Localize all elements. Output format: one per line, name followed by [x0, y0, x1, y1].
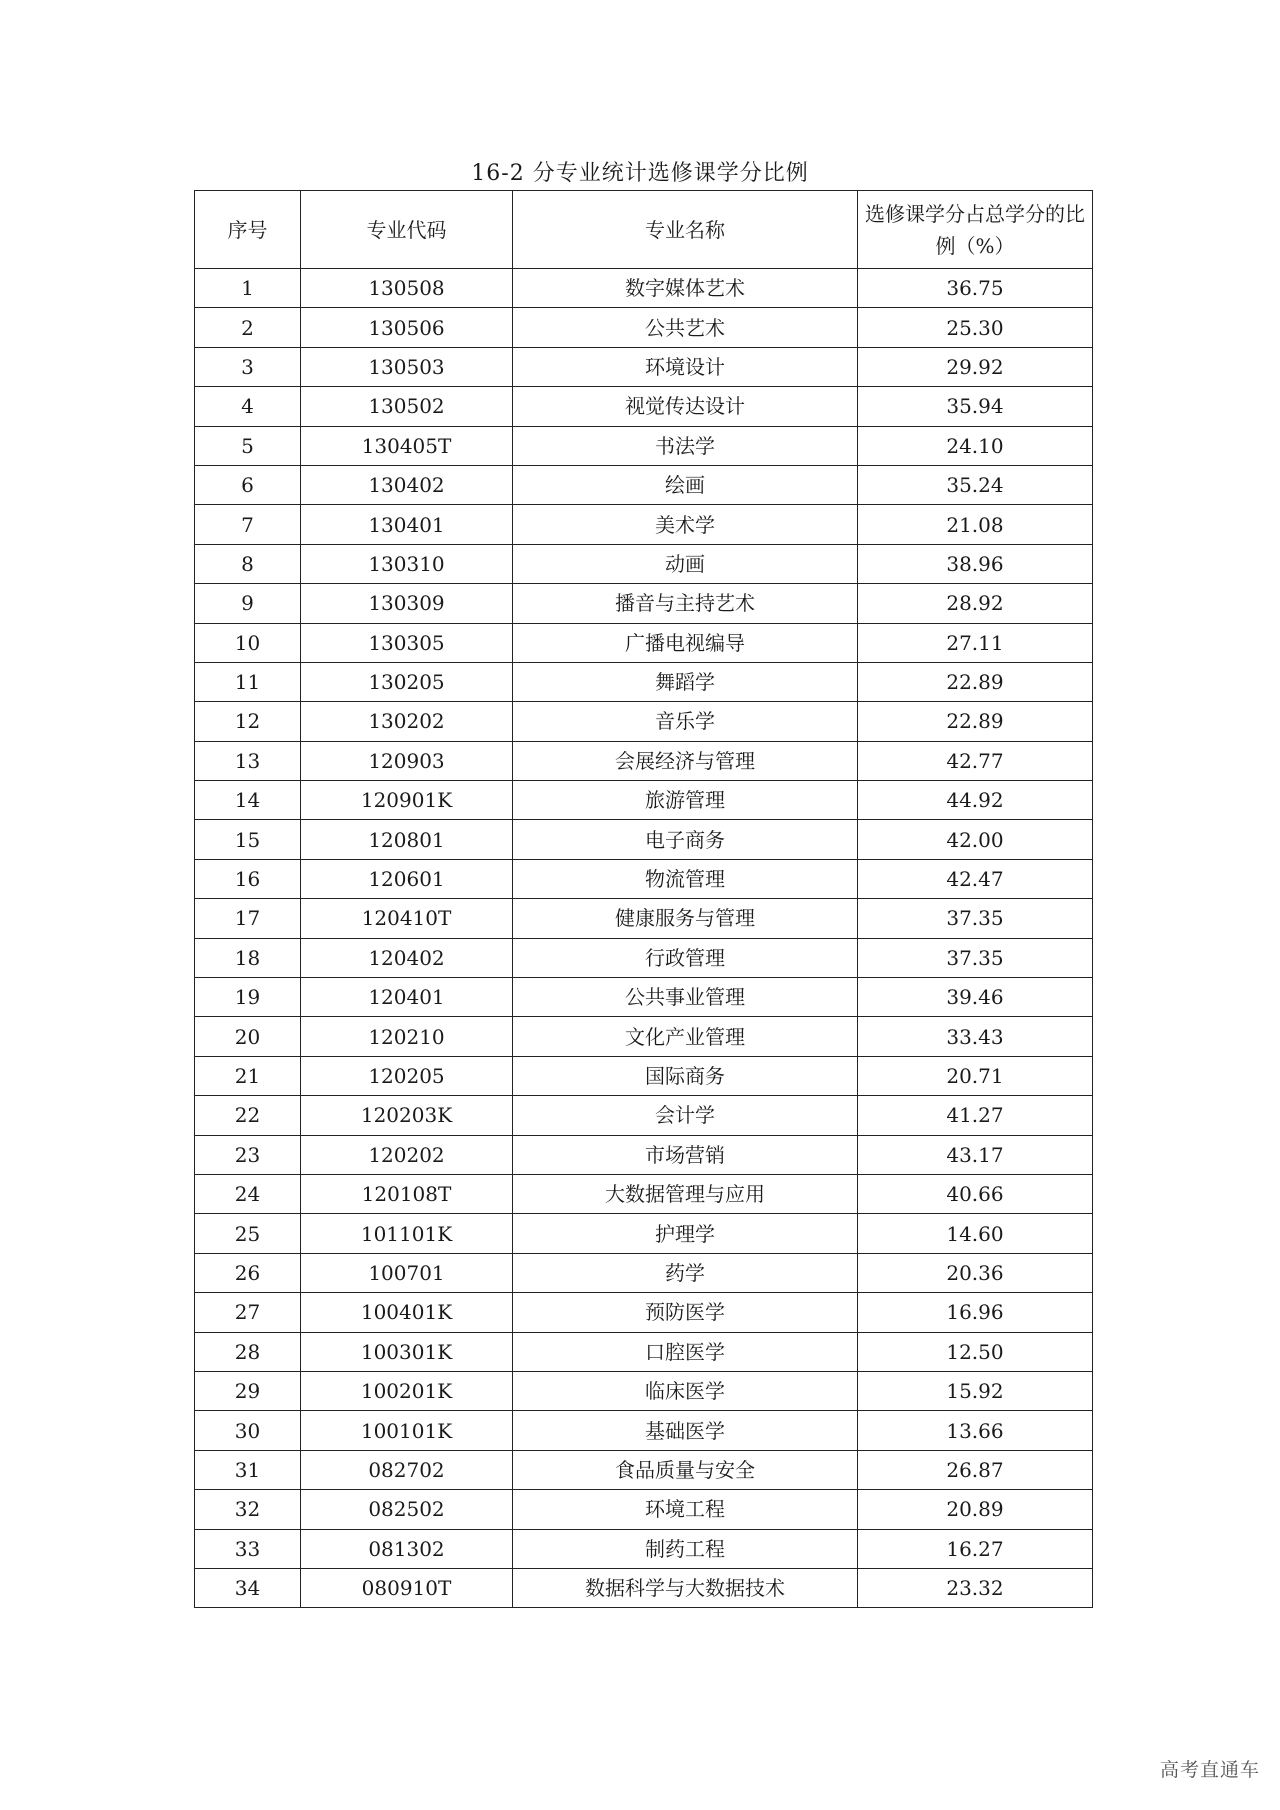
watermark-text: 高考直通车	[1159, 1759, 1260, 1781]
major-code-cell: 120801	[301, 820, 513, 859]
major-code-cell: 120210	[301, 1017, 513, 1056]
elective-ratio-cell: 42.00	[858, 820, 1093, 859]
major-name-cell: 文化产业管理	[513, 1017, 858, 1056]
major-name-cell: 口腔医学	[513, 1332, 858, 1371]
major-code-cell: 130309	[301, 584, 513, 623]
major-code-cell: 100701	[301, 1253, 513, 1292]
table-row	[195, 1135, 1093, 1174]
elective-ratio-cell: 37.35	[858, 899, 1093, 938]
major-name-cell: 预防医学	[513, 1293, 858, 1332]
elective-ratio-cell: 33.43	[858, 1017, 1093, 1056]
elective-ratio-cell: 16.96	[858, 1293, 1093, 1332]
major-name-cell: 会展经济与管理	[513, 741, 858, 780]
row-index-cell: 9	[195, 584, 301, 623]
elective-ratio-cell: 20.89	[858, 1490, 1093, 1529]
major-code-cell: 100101K	[301, 1411, 513, 1450]
header-elective-ratio: 选修课学分占总学分的比例（%）	[858, 191, 1093, 269]
row-index-cell: 22	[195, 1096, 301, 1135]
elective-ratio-cell: 14.60	[858, 1214, 1093, 1253]
row-index-cell: 23	[195, 1135, 301, 1174]
major-code-cell: 130402	[301, 465, 513, 504]
elective-ratio-cell: 35.24	[858, 465, 1093, 504]
elective-ratio-cell: 12.50	[858, 1332, 1093, 1371]
elective-ratio-cell: 27.11	[858, 623, 1093, 662]
row-index-cell: 32	[195, 1490, 301, 1529]
row-index-cell: 8	[195, 544, 301, 583]
major-code-cell: 130205	[301, 662, 513, 701]
row-index-cell: 20	[195, 1017, 301, 1056]
major-name-cell: 视觉传达设计	[513, 387, 858, 426]
major-code-cell: 081302	[301, 1529, 513, 1568]
page-title: 16-2 分专业统计选修课学分比例	[471, 161, 809, 186]
elective-ratio-cell: 25.30	[858, 308, 1093, 347]
table-row	[195, 1371, 1093, 1410]
row-index-cell: 17	[195, 899, 301, 938]
elective-ratio-cell: 24.10	[858, 426, 1093, 465]
table-row	[195, 584, 1093, 623]
major-name-cell: 行政管理	[513, 938, 858, 977]
elective-ratio-cell: 35.94	[858, 387, 1093, 426]
elective-credit-ratio-table	[194, 190, 1093, 1608]
major-name-cell: 临床医学	[513, 1371, 858, 1410]
major-name-cell: 环境工程	[513, 1490, 858, 1529]
table-row	[195, 1096, 1093, 1135]
table-row	[195, 269, 1093, 308]
major-name-cell: 旅游管理	[513, 781, 858, 820]
row-index-cell: 27	[195, 1293, 301, 1332]
elective-ratio-cell: 13.66	[858, 1411, 1093, 1450]
table-row	[195, 426, 1093, 465]
major-code-cell: 130506	[301, 308, 513, 347]
major-name-cell: 药学	[513, 1253, 858, 1292]
major-code-cell: 100201K	[301, 1371, 513, 1410]
major-code-cell: 130508	[301, 269, 513, 308]
row-index-cell: 12	[195, 702, 301, 741]
table-row	[195, 1056, 1093, 1095]
table-row	[195, 741, 1093, 780]
table-row	[195, 505, 1093, 544]
major-name-cell: 市场营销	[513, 1135, 858, 1174]
row-index-cell: 7	[195, 505, 301, 544]
elective-ratio-cell: 20.36	[858, 1253, 1093, 1292]
major-name-cell: 数字媒体艺术	[513, 269, 858, 308]
major-name-cell: 大数据管理与应用	[513, 1174, 858, 1213]
major-name-cell: 舞蹈学	[513, 662, 858, 701]
table-row	[195, 308, 1093, 347]
major-name-cell: 食品质量与安全	[513, 1450, 858, 1489]
table-row	[195, 1411, 1093, 1450]
row-index-cell: 6	[195, 465, 301, 504]
major-name-cell: 数据科学与大数据技术	[513, 1568, 858, 1607]
major-code-cell: 120401	[301, 978, 513, 1017]
elective-ratio-cell: 29.92	[858, 347, 1093, 386]
elective-ratio-cell: 26.87	[858, 1450, 1093, 1489]
row-index-cell: 16	[195, 859, 301, 898]
major-name-cell: 绘画	[513, 465, 858, 504]
major-code-cell: 130503	[301, 347, 513, 386]
major-name-cell: 制药工程	[513, 1529, 858, 1568]
elective-ratio-cell: 44.92	[858, 781, 1093, 820]
elective-ratio-cell: 22.89	[858, 662, 1093, 701]
row-index-cell: 11	[195, 662, 301, 701]
major-code-cell: 130310	[301, 544, 513, 583]
table-row	[195, 1332, 1093, 1371]
table-row	[195, 978, 1093, 1017]
elective-ratio-cell: 15.92	[858, 1371, 1093, 1410]
major-code-cell: 101101K	[301, 1214, 513, 1253]
table-row	[195, 387, 1093, 426]
major-code-cell: 120108T	[301, 1174, 513, 1213]
row-index-cell: 30	[195, 1411, 301, 1450]
row-index-cell: 24	[195, 1174, 301, 1213]
major-name-cell: 物流管理	[513, 859, 858, 898]
table-row	[195, 1293, 1093, 1332]
row-index-cell: 21	[195, 1056, 301, 1095]
table-row	[195, 1174, 1093, 1213]
elective-ratio-cell: 20.71	[858, 1056, 1093, 1095]
row-index-cell: 34	[195, 1568, 301, 1607]
table-row	[195, 662, 1093, 701]
major-code-cell: 130305	[301, 623, 513, 662]
table-row	[195, 1568, 1093, 1607]
row-index-cell: 14	[195, 781, 301, 820]
row-index-cell: 26	[195, 1253, 301, 1292]
header-major-code: 专业代码	[301, 191, 513, 269]
row-index-cell: 13	[195, 741, 301, 780]
row-index-cell: 10	[195, 623, 301, 662]
row-index-cell: 2	[195, 308, 301, 347]
elective-ratio-cell: 37.35	[858, 938, 1093, 977]
row-index-cell: 25	[195, 1214, 301, 1253]
major-code-cell: 100401K	[301, 1293, 513, 1332]
elective-ratio-cell: 22.89	[858, 702, 1093, 741]
major-code-cell: 130405T	[301, 426, 513, 465]
major-name-cell: 国际商务	[513, 1056, 858, 1095]
table-row	[195, 347, 1093, 386]
table-row	[195, 938, 1093, 977]
major-name-cell: 护理学	[513, 1214, 858, 1253]
major-code-cell: 120402	[301, 938, 513, 977]
major-code-cell: 120410T	[301, 899, 513, 938]
table-row	[195, 465, 1093, 504]
table-row	[195, 1450, 1093, 1489]
major-name-cell: 电子商务	[513, 820, 858, 859]
major-name-cell: 动画	[513, 544, 858, 583]
major-code-cell: 130401	[301, 505, 513, 544]
table-row	[195, 1214, 1093, 1253]
table-row	[195, 1017, 1093, 1056]
table-row	[195, 623, 1093, 662]
row-index-cell: 4	[195, 387, 301, 426]
major-name-cell: 公共艺术	[513, 308, 858, 347]
table-row	[195, 781, 1093, 820]
row-index-cell: 15	[195, 820, 301, 859]
major-name-cell: 环境设计	[513, 347, 858, 386]
major-name-cell: 基础医学	[513, 1411, 858, 1450]
table-row	[195, 899, 1093, 938]
major-name-cell: 美术学	[513, 505, 858, 544]
major-name-cell: 书法学	[513, 426, 858, 465]
elective-ratio-cell: 28.92	[858, 584, 1093, 623]
major-name-cell: 音乐学	[513, 702, 858, 741]
major-code-cell: 120601	[301, 859, 513, 898]
major-name-cell: 播音与主持艺术	[513, 584, 858, 623]
major-code-cell: 082702	[301, 1450, 513, 1489]
elective-ratio-cell: 40.66	[858, 1174, 1093, 1213]
table-row	[195, 544, 1093, 583]
major-code-cell: 120202	[301, 1135, 513, 1174]
row-index-cell: 28	[195, 1332, 301, 1371]
major-code-cell: 130502	[301, 387, 513, 426]
row-index-cell: 19	[195, 978, 301, 1017]
row-index-cell: 18	[195, 938, 301, 977]
table-row	[195, 1529, 1093, 1568]
header-major-name: 专业名称	[513, 191, 858, 269]
table-row	[195, 820, 1093, 859]
table-body	[195, 269, 1093, 1608]
elective-ratio-cell: 42.47	[858, 859, 1093, 898]
major-code-cell: 120901K	[301, 781, 513, 820]
elective-ratio-cell: 21.08	[858, 505, 1093, 544]
elective-ratio-cell: 23.32	[858, 1568, 1093, 1607]
major-code-cell: 080910T	[301, 1568, 513, 1607]
elective-ratio-cell: 42.77	[858, 741, 1093, 780]
elective-ratio-cell: 39.46	[858, 978, 1093, 1017]
major-code-cell: 120205	[301, 1056, 513, 1095]
major-code-cell: 100301K	[301, 1332, 513, 1371]
elective-ratio-cell: 43.17	[858, 1135, 1093, 1174]
row-index-cell: 29	[195, 1371, 301, 1410]
major-code-cell: 082502	[301, 1490, 513, 1529]
row-index-cell: 5	[195, 426, 301, 465]
major-name-cell: 健康服务与管理	[513, 899, 858, 938]
major-name-cell: 会计学	[513, 1096, 858, 1135]
elective-ratio-cell: 41.27	[858, 1096, 1093, 1135]
row-index-cell: 31	[195, 1450, 301, 1489]
table-row	[195, 702, 1093, 741]
table-row	[195, 1253, 1093, 1292]
elective-ratio-cell: 36.75	[858, 269, 1093, 308]
row-index-cell: 33	[195, 1529, 301, 1568]
major-code-cell: 120903	[301, 741, 513, 780]
elective-ratio-cell: 16.27	[858, 1529, 1093, 1568]
major-name-cell: 广播电视编导	[513, 623, 858, 662]
row-index-cell: 3	[195, 347, 301, 386]
major-code-cell: 120203K	[301, 1096, 513, 1135]
major-code-cell: 130202	[301, 702, 513, 741]
elective-ratio-cell: 38.96	[858, 544, 1093, 583]
table-header-row	[195, 191, 1093, 269]
major-name-cell: 公共事业管理	[513, 978, 858, 1017]
table-row	[195, 859, 1093, 898]
row-index-cell: 1	[195, 269, 301, 308]
table-row	[195, 1490, 1093, 1529]
header-index: 序号	[195, 191, 301, 269]
